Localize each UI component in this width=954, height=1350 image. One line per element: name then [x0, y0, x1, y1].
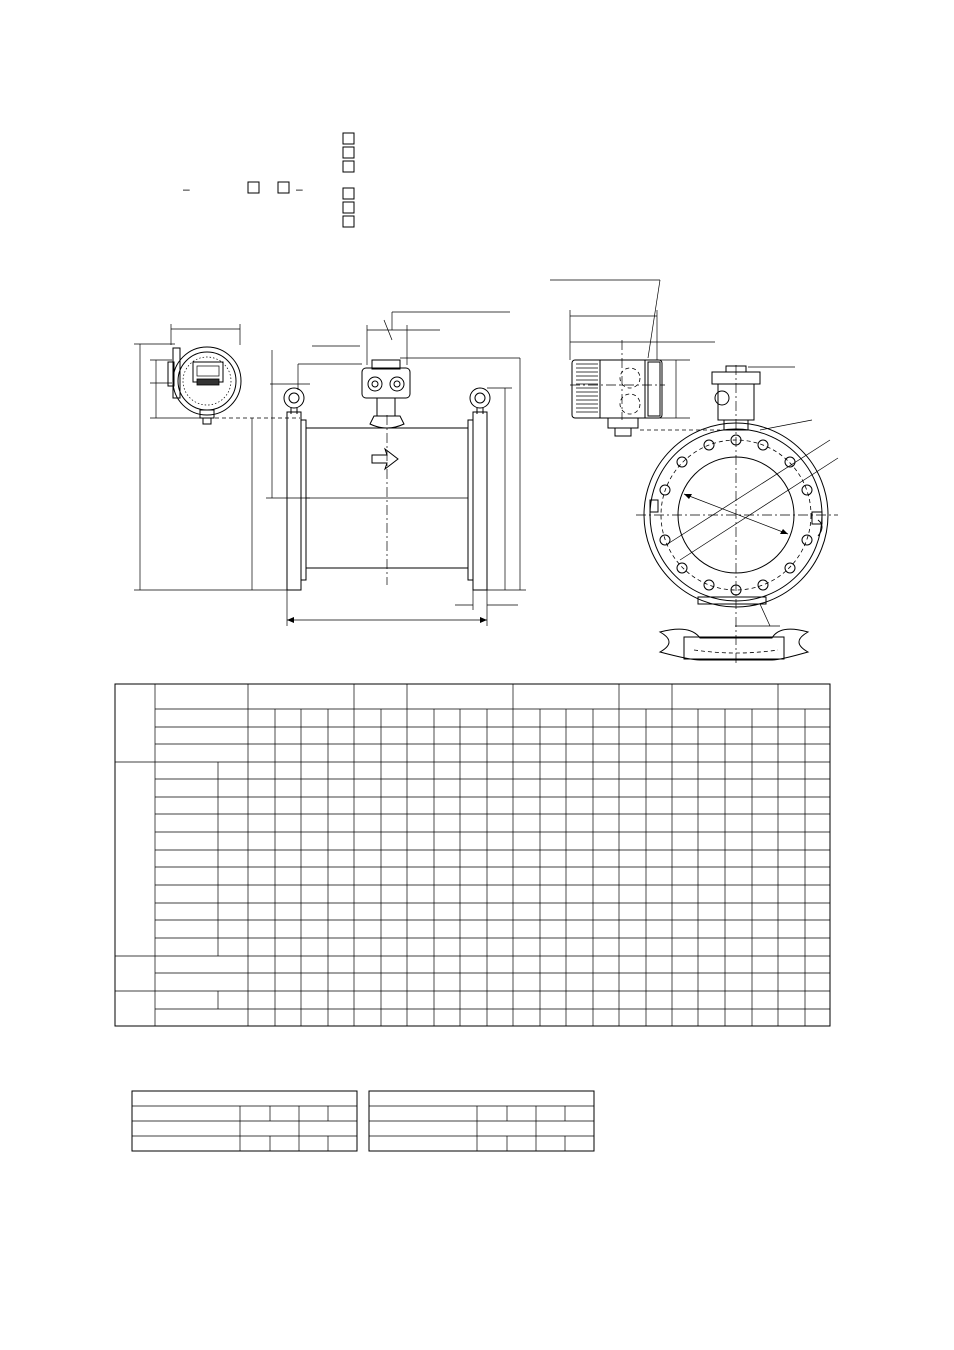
converter-front-view	[134, 324, 300, 590]
small-table-left	[132, 1091, 357, 1151]
left-eye-bolt	[284, 388, 304, 408]
flange-end-view	[636, 365, 838, 665]
left-flange	[287, 412, 301, 590]
right-flange	[473, 412, 487, 590]
model-code-box-1	[248, 182, 259, 193]
option-box-1	[343, 133, 354, 144]
terminal-box	[362, 368, 410, 398]
flowtube-side-view	[266, 312, 526, 626]
option-box-5	[343, 202, 354, 213]
right-eye-bolt	[470, 388, 490, 408]
main-dimension-table	[115, 684, 830, 1026]
option-box-4	[343, 188, 354, 199]
section-detail	[660, 629, 808, 660]
converter-side-view	[550, 280, 720, 436]
option-box-3	[343, 161, 354, 172]
model-code-dash-1: –	[183, 182, 190, 196]
model-code-dash-2: –	[296, 182, 303, 196]
model-code-box-2	[278, 182, 289, 193]
flow-direction-arrow-icon	[372, 449, 398, 469]
option-box-6	[343, 216, 354, 227]
model-code	[183, 133, 354, 227]
small-table-right	[369, 1091, 594, 1151]
option-box-2	[343, 147, 354, 158]
